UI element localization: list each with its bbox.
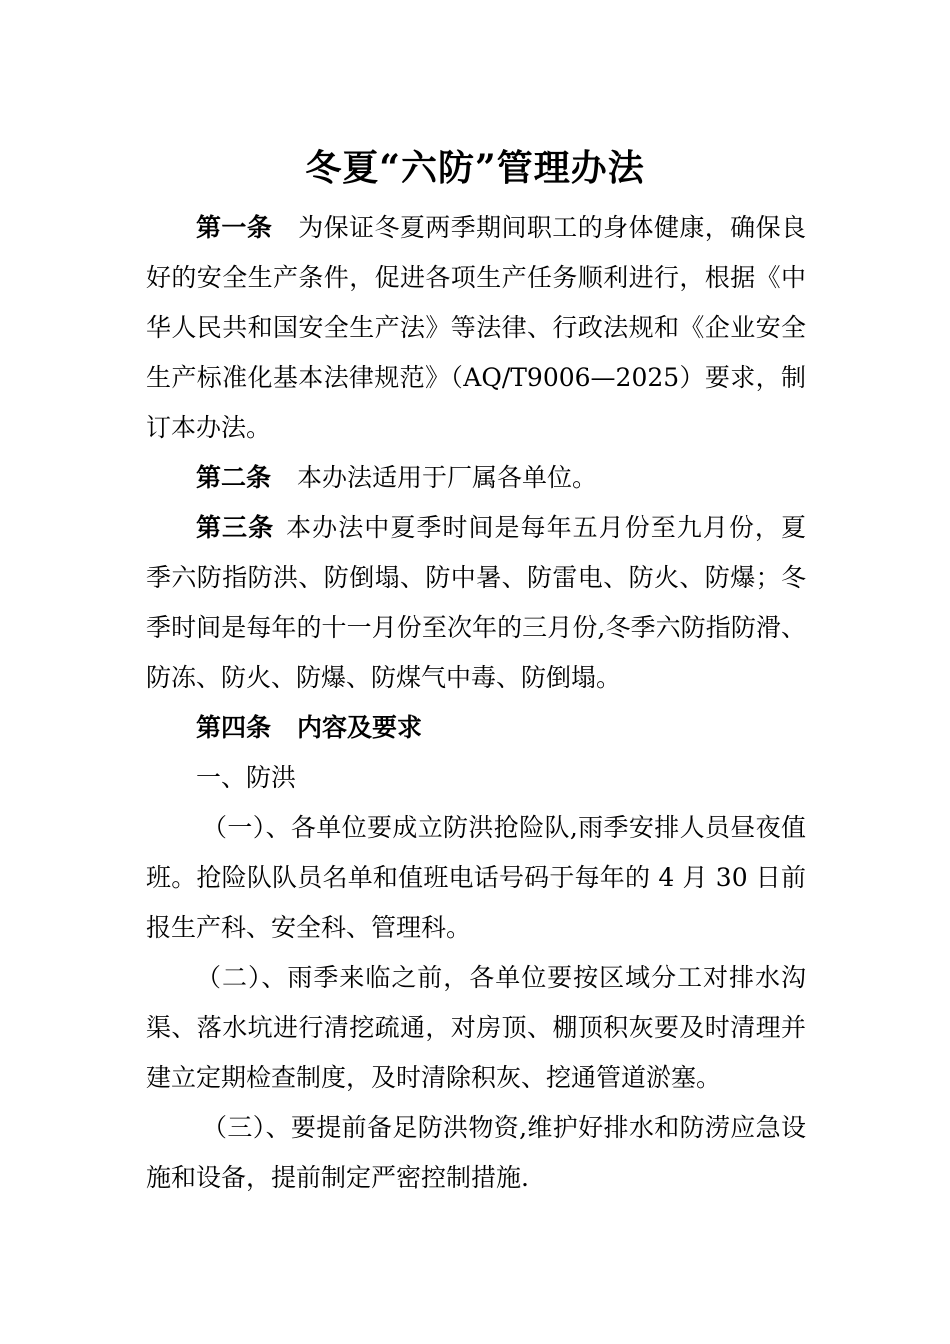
section-heading: 一、防洪: [196, 763, 297, 792]
document-title: 冬夏“六防”管理办法: [305, 147, 645, 189]
article-1: [146, 203, 806, 453]
list-item: （一）、各单位要成立防洪抢险队,雨季安排人员昼夜值班。抢险队队员名单和值班电话号码于每年的 4 月 30 日前报生产科、安全科、管理科。: [146, 813, 806, 942]
article-text: 为保证冬夏两季期间职工的身体健康，确保良好的安全生产条件，促进各项生产任务顺利进行，根据《中华人民共和国安全生产法》等法律、行政法规和《企业安全生产标准化基本法律规范》（AQ/T9006—2025）要求，制订本办法。: [146, 213, 806, 442]
article-text: 本办法适用于厂属各单位。: [297, 463, 598, 492]
article-heading: 内容及要求: [297, 713, 423, 742]
document-body: [146, 203, 806, 1203]
list-item: （二）、雨季来临之前，各单位要按区域分工对排水沟渠、落水坑进行清挖疏通，对房顶、棚顶积灰要及时清理并建立定期检查制度，及时清除积灰、挖通管道淤塞。: [146, 963, 806, 1092]
article-label: 第一条: [196, 213, 273, 242]
article-3: [146, 503, 806, 703]
article-label: 第二条: [196, 463, 272, 492]
article-label: 第四条: [196, 713, 272, 742]
list-item: （三）、要提前备足防洪物资,维护好排水和防涝应急设施和设备，提前制定严密控制措施.: [146, 1113, 806, 1192]
article-4: [146, 703, 806, 753]
article-2: [146, 453, 806, 503]
article-label: 第三条: [196, 513, 275, 542]
article-text: 本办法中夏季时间是每年五月份至九月份，夏季六防指防洪、防倒塌、防中暑、防雷电、防火、防爆；冬季时间是每年的十一月份至次年的三月份,冬季六防指防滑、防冻、防火、防爆、防煤气中毒、防倒塌。: [146, 513, 806, 692]
